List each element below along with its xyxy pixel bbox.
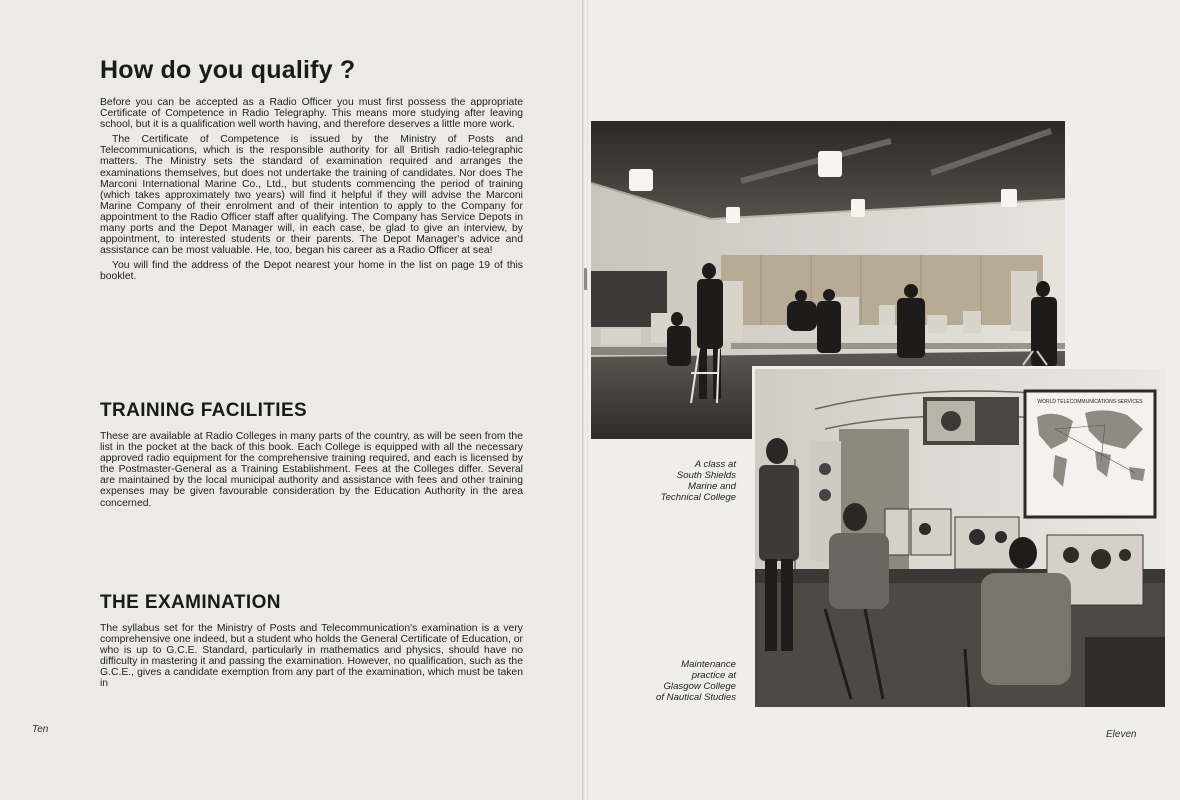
- caption-maintenance: [576, 659, 736, 703]
- caption-line: of Nautical Studies: [656, 692, 736, 703]
- caption-line: South Shields: [676, 470, 736, 481]
- exam-section: [100, 623, 523, 694]
- caption-line: practice at: [691, 670, 736, 681]
- caption-line: Technical College: [660, 492, 736, 503]
- map-title: WORLD TELECOMMUNICATIONS SERVICES: [1037, 399, 1143, 405]
- training-section: [100, 431, 523, 513]
- training-heading: TRAINING FACILITIES: [100, 400, 308, 421]
- world-map: [1025, 391, 1155, 517]
- caption-line: A class at: [694, 459, 736, 470]
- caption-classroom: [576, 459, 736, 503]
- page-title: How do you qualify ?: [100, 56, 356, 84]
- exam-paragraph: The syllabus set for the Ministry of Posts and Telecommunication's examination is a very comprehensive one indeed, but a student who holds the General Certificate of Education, or who is up to G.C.E. Standard, particularly in mathematics and physics, should have no difficulty in mastering it and passing the examination. However, no qualification, such as the G.C.E., gives a candidate exemption from any part of the examination, which must be taken in: [100, 623, 523, 690]
- staple-top: [584, 268, 587, 290]
- page-number-right: Eleven: [1106, 729, 1137, 740]
- qualify-paragraph-3: You will find the address of the Depot nearest your home in the list on page 19 of this booklet.: [100, 260, 523, 283]
- left-page: [0, 0, 586, 800]
- maintenance-photo: [752, 366, 1165, 707]
- qualify-section: [100, 97, 523, 287]
- caption-line: Glasgow College: [663, 681, 736, 692]
- page-number-left: Ten: [32, 724, 49, 735]
- caption-line: Marine and: [688, 481, 736, 492]
- qualify-paragraph-1: Before you can be accepted as a Radio Officer you must first possess the appropriate Certificate of Competence in Radio Telegraphy. This means more studying after leaving school, but it is a qualification well worth having, and therefore deserves a little more work.: [100, 97, 523, 131]
- qualify-paragraph-2: The Certificate of Competence is issued by the Ministry of Posts and Telecommunications, which is the responsible authority for all British radio-telegraphic matters. The Ministry sets the standard of examination required and arranges the examinations themselves, but does not undertake the training of candidates. Nor does The Marconi International Marine Co., Ltd., but students commencing the period of training (which takes approximately two years) will find it helpful if they will advise the Marconi Marine Company of their enrolment and of their intention to apply to the Company for appointment to the Radio Officer staff after qualifying. The Company has Service Depots in many ports and the Depot Manager will, in each case, be glad to give an interview, by appointment, to interested students or their parents. The Depot Manager's advice and assistance can be most valuable. He, too, began his career as a Radio Officer at sea!: [100, 134, 523, 257]
- training-paragraph: These are available at Radio Colleges in many parts of the country, as will be seen from the list in the pocket at the back of this book. Each College is equipped with all the necessary approved radio equipment for the comprehensive training required, and each is licensed by the Postmaster-General as a Training Establishment. Fees at the Colleges differ. Several are maintained by the local municipal authority and assistance with fees and other training expenses may be given favourable consideration by the Education Authority in the area concerned.: [100, 431, 523, 509]
- exam-heading: THE EXAMINATION: [100, 592, 281, 613]
- caption-line: Maintenance: [681, 659, 736, 670]
